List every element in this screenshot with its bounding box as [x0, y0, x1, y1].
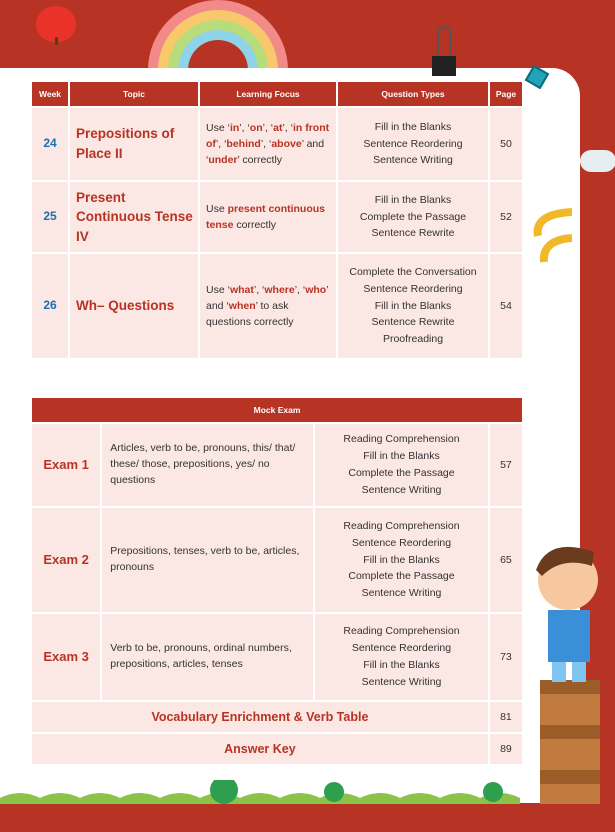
- tree-icon: [324, 782, 344, 802]
- table-row: [32, 702, 522, 732]
- question-types: [315, 508, 488, 612]
- tree-icon: [483, 782, 503, 802]
- week-number: 26: [32, 254, 68, 358]
- question-type: Reading Comprehension: [343, 625, 460, 638]
- focus-keyword: behind: [226, 137, 261, 150]
- focus-text: ’, ‘: [294, 283, 306, 296]
- ground-illustration: [0, 780, 615, 832]
- focus-text: ’, ‘: [253, 283, 265, 296]
- header-learning-focus: Learning Focus: [200, 82, 336, 106]
- topic-title: Wh– Questions: [70, 254, 198, 358]
- focus-text: correctly: [233, 219, 277, 231]
- focus-keyword: above: [271, 137, 302, 150]
- table-row: [32, 734, 522, 764]
- section-title: Answer Key: [32, 734, 488, 764]
- table-row: [32, 508, 522, 612]
- header-topic: Topic: [70, 82, 198, 106]
- focus-keyword: where: [264, 283, 295, 296]
- page-number: 52: [490, 182, 522, 252]
- table-row: [32, 254, 522, 358]
- learning-focus: [200, 254, 336, 358]
- header-page: Page: [490, 82, 522, 106]
- focus-keyword: who: [305, 283, 327, 296]
- binder-clip-icon: [432, 26, 456, 78]
- exam-name: Exam 3: [32, 614, 100, 700]
- question-type: Sentence Rewrite: [371, 227, 455, 240]
- focus-keyword: what: [229, 283, 254, 296]
- focus-text: Use ‘: [206, 283, 230, 296]
- focus-keyword: in: [229, 121, 240, 134]
- question-types: [338, 182, 488, 252]
- table-row: [32, 424, 522, 506]
- mock-exam-table: [30, 396, 524, 766]
- question-type: Sentence Reordering: [363, 137, 463, 150]
- focus-keyword: in front of: [206, 121, 330, 150]
- question-type: Sentence Reordering: [351, 536, 452, 549]
- page-number: 65: [490, 508, 522, 612]
- header-question-types: Question Types: [338, 82, 488, 106]
- question-types: [338, 108, 488, 180]
- exam-coverage: Articles, verb to be, pronouns, this/ that/ these/ those, prepositions, yes/ no questions: [102, 424, 313, 506]
- question-type: Sentence Reordering: [363, 282, 463, 295]
- table-header-row: [32, 82, 522, 106]
- page-number: 81: [490, 702, 522, 732]
- section-title: Vocabulary Enrichment & Verb Table: [32, 702, 488, 732]
- question-type: Sentence Writing: [361, 675, 442, 688]
- table-row: [32, 182, 522, 252]
- question-type: Fill in the Blanks: [374, 299, 452, 312]
- question-type: Complete the Conversation: [349, 266, 477, 278]
- question-type: Fill in the Blanks: [363, 450, 440, 463]
- focus-text: Use ‘: [206, 121, 230, 134]
- topic-title: Prepositions of Place II: [70, 108, 198, 180]
- focus-keyword: on: [249, 121, 263, 134]
- focus-text: ’ and ‘: [206, 283, 329, 312]
- rain-cloud-icon: [580, 150, 615, 172]
- page-number: 54: [490, 254, 522, 358]
- header-week: Week: [32, 82, 68, 106]
- question-type: Sentence Writing: [361, 587, 442, 600]
- apple-stem-icon: [55, 37, 58, 45]
- question-type: Sentence Reordering: [351, 642, 452, 655]
- focus-text: ’, ‘: [215, 137, 227, 150]
- focus-text: ’ and ‘: [206, 137, 325, 167]
- rainbow-icon: [148, 0, 288, 70]
- focus-keyword: present continuous tense: [206, 202, 326, 231]
- focus-keyword: under: [208, 154, 238, 167]
- question-type: Sentence Writing: [361, 483, 442, 496]
- question-type: Sentence Writing: [373, 154, 453, 167]
- exam-name: Exam 1: [32, 424, 100, 506]
- focus-text: ’ correctly: [237, 154, 283, 167]
- page-number: 73: [490, 614, 522, 700]
- learning-focus: [200, 182, 336, 252]
- question-type: Fill in the Blanks: [374, 193, 452, 206]
- question-type: Fill in the Blanks: [363, 553, 440, 566]
- focus-keyword: at: [273, 121, 283, 134]
- question-types: [315, 614, 488, 700]
- question-type: Complete the Passage: [348, 467, 455, 479]
- mock-exam-header: Mock Exam: [32, 398, 522, 422]
- table-row: [32, 614, 522, 700]
- exam-coverage: Prepositions, tenses, verb to be, articles, pronouns: [102, 508, 313, 612]
- learning-focus: [200, 108, 336, 180]
- page-number: 89: [490, 734, 522, 764]
- exam-name: Exam 2: [32, 508, 100, 612]
- week-number: 24: [32, 108, 68, 180]
- topic-title: Present Continuous Tense IV: [70, 182, 198, 252]
- question-types: [315, 424, 488, 506]
- focus-keyword: when: [228, 299, 256, 312]
- table-row: [32, 108, 522, 180]
- question-type: Fill in the Blanks: [374, 120, 452, 133]
- focus-text: ’ to ask questions correctly: [206, 299, 294, 329]
- question-types: [338, 254, 488, 358]
- exam-coverage: Verb to be, pronouns, ordinal numbers, prepositions, articles, tenses: [102, 614, 313, 700]
- page-number: 50: [490, 108, 522, 180]
- focus-text: Use: [206, 202, 228, 215]
- focus-text: ’, ‘: [239, 121, 250, 134]
- question-type: Complete the Passage: [359, 210, 467, 223]
- focus-text: ’, ‘: [262, 121, 274, 134]
- question-type: Complete the Passage: [348, 570, 455, 583]
- question-type: Proofreading: [382, 333, 444, 346]
- page-number: 57: [490, 424, 522, 506]
- striped-arch-icon: [528, 208, 572, 264]
- focus-text: ’, ‘: [260, 137, 272, 150]
- focus-text: ’, ‘: [282, 121, 293, 134]
- question-type: Sentence Rewrite: [371, 316, 455, 329]
- week-number: 25: [32, 182, 68, 252]
- question-type: Reading Comprehension: [343, 520, 460, 532]
- question-type: Reading Comprehension: [343, 433, 460, 446]
- weekly-topics-table: [30, 80, 524, 360]
- question-type: Fill in the Blanks: [363, 659, 440, 671]
